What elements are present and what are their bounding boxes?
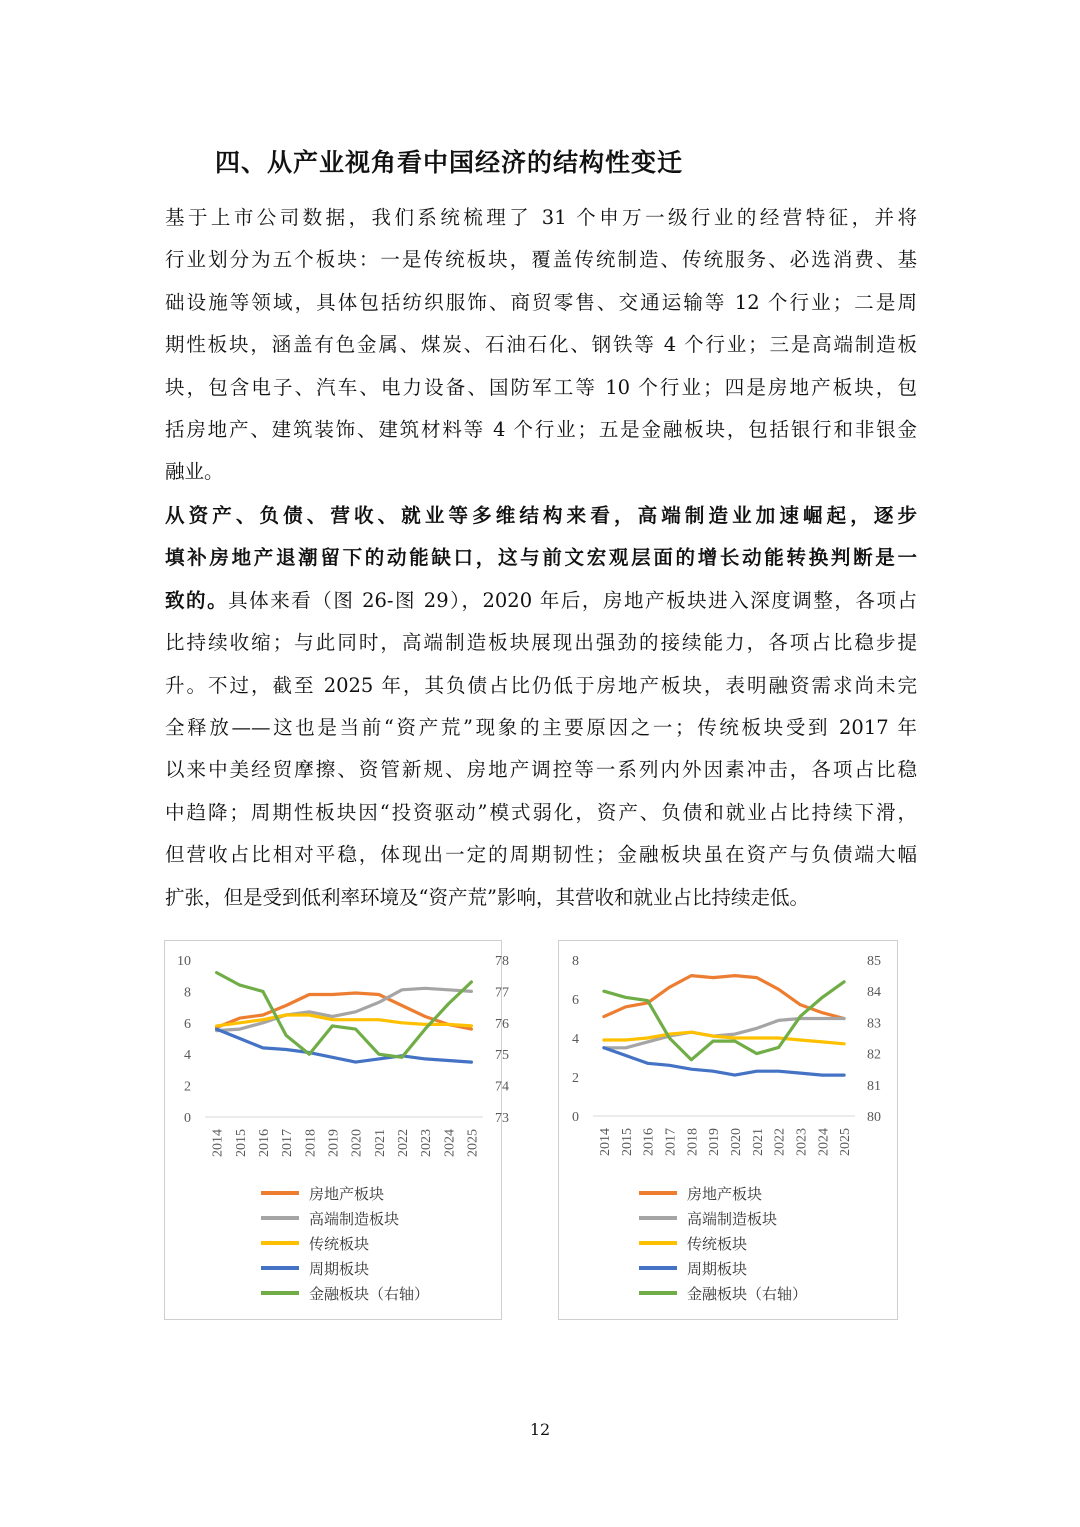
legend-item [639,1206,777,1230]
legend-label: 金融板块（右轴） [687,1284,808,1303]
x-tick-label: 2025 [465,1129,481,1157]
legend-swatch [639,1266,677,1270]
y-left-tick-label: 8 [572,954,579,969]
paragraph-line: 础设施等领域，具体包括纺织服饰、商贸零售、交通运输等 12 个行业；二是周 [165,290,917,314]
legend-item [261,1256,369,1280]
legend-item [639,1181,762,1205]
legend-label: 传统板块 [309,1234,370,1253]
x-tick-label: 2024 [816,1128,832,1156]
x-tick-label: 2018 [303,1129,319,1157]
paragraph-line: 中趋降；周期性板块因“投资驱动”模式弱化，资产、负债和就业占比持续下滑， [165,800,917,824]
y-right-tick-label: 76 [495,1016,509,1032]
legend-swatch [261,1266,299,1270]
paragraph-line: 块，包含电子、汽车、电力设备、国防军工等 10 个行业；四是房地产板块，包 [165,375,917,399]
legend-label: 金融板块（右轴） [309,1284,430,1303]
x-tick-label: 2021 [372,1129,388,1157]
chart-left-plot [165,941,509,1181]
paragraph-sector-classification [165,197,917,494]
paragraph-line: 比持续收缩；与此同时，高端制造板块展现出强劲的接续能力，各项占比稳步提 [165,631,917,655]
paragraph-structural-analysis [165,495,917,919]
legend-swatch [639,1241,677,1245]
bold-conclusion: 从资产、负债、营收、就业等多维结构来看，高端制造业加速崛起，逐步 [165,504,917,527]
paragraph-line: 行业划分为五个板块：一是传统板块，覆盖传统制造、传统服务、必选消费、基 [165,248,917,272]
x-tick-label: 2017 [280,1129,296,1157]
x-tick-label: 2022 [772,1128,788,1156]
y-left-tick-label: 6 [184,1016,191,1032]
y-right-tick-label: 84 [867,985,881,1001]
plot-area [572,954,881,1156]
x-tick-label: 2024 [442,1129,458,1157]
x-tick-label: 2020 [349,1129,365,1157]
paragraph-line [165,495,917,537]
y-left-tick-label: 4 [572,1032,579,1047]
series-line [604,982,844,1060]
paragraph-line [165,537,917,579]
paragraph-line: 融业。 [165,460,224,484]
legend-item [639,1256,747,1280]
x-tick-label: 2016 [256,1129,272,1157]
paragraph-line [165,580,917,622]
x-tick-label: 2020 [728,1128,744,1156]
x-tick-label: 2019 [707,1128,723,1156]
paragraph-line: 期性板块，涵盖有色金属、煤炭、石油石化、钢铁等 4 个行业；三是高端制造板 [165,333,917,357]
section-heading: 四、从产业视角看中国经济的结构性变迁 [215,148,684,177]
y-left-tick-label: 0 [184,1111,191,1126]
paragraph-text: 具体来看（图 26-图 29），2020 年后，房地产板块进入深度调整，各项占 [228,588,917,612]
paragraph-line: 以来中美经贸摩擦、资管新规、房地产调控等一系列内外因素冲击，各项占比稳 [165,758,917,782]
series-line [604,1048,844,1075]
y-left-tick-label: 10 [177,954,191,969]
y-right-tick-label: 73 [495,1111,509,1126]
x-tick-label: 2014 [597,1128,613,1156]
chart-right-plot [559,941,897,1181]
legend-swatch [639,1216,677,1220]
x-tick-label: 2019 [326,1129,342,1157]
paragraph-line: 括房地产、建筑装饰、建筑材料等 4 个行业；五是金融板块，包括银行和非银金 [165,417,917,441]
legend-label: 房地产板块 [309,1184,385,1203]
y-right-tick-label: 82 [867,1047,881,1063]
y-right-tick-label: 75 [495,1048,509,1064]
x-tick-label: 2023 [419,1129,435,1157]
y-left-tick-label: 2 [184,1079,191,1095]
series-line [604,976,844,1019]
page-number: 12 [529,1420,551,1439]
y-left-tick-label: 2 [572,1071,579,1086]
series-line [217,1029,472,1062]
legend-swatch [261,1291,299,1295]
x-tick-label: 2022 [395,1129,411,1157]
legend-item [639,1231,747,1255]
paragraph-line: 全释放——这也是当前“资产荒”现象的主要原因之一；传统板块受到 2017 年 [165,715,917,739]
x-tick-label: 2015 [233,1129,249,1157]
chart-left [164,940,509,1320]
legend-swatch [261,1191,299,1195]
legend-item [261,1231,369,1255]
x-tick-label: 2025 [838,1128,854,1156]
paragraph-line: 基于上市公司数据，我们系统梳理了 31 个申万一级行业的经营特征，并将 [165,206,917,229]
x-tick-label: 2016 [641,1128,657,1156]
legend-swatch [261,1216,299,1220]
y-left-tick-label: 6 [572,993,579,1008]
series-line [604,1019,844,1048]
legend-label: 周期板块 [687,1259,748,1278]
legend-label: 周期板块 [309,1259,370,1278]
legend-label: 传统板块 [687,1234,748,1253]
y-right-tick-label: 80 [867,1110,881,1125]
y-right-tick-label: 81 [867,1078,881,1094]
x-tick-label: 2018 [685,1128,701,1156]
paragraph-line: 但营收占比相对平稳，体现出一定的周期韧性；金融板块虽在资产与负债端大幅 [165,843,917,867]
y-right-tick-label: 74 [495,1079,509,1095]
y-right-tick-label: 77 [495,985,509,1001]
y-left-tick-label: 8 [184,985,191,1001]
x-tick-label: 2017 [663,1128,679,1156]
y-right-tick-label: 83 [867,1016,881,1032]
bold-conclusion: 填补房地产退潮留下的动能缺口，这与前文宏观层面的增长动能转换判断是一 [165,546,917,570]
legend-label: 房地产板块 [687,1184,763,1203]
legend-item [261,1181,384,1205]
y-left-tick-label: 0 [572,1110,579,1125]
y-right-tick-label: 85 [867,954,881,969]
y-right-tick-label: 78 [495,954,509,969]
plot-area [177,954,509,1157]
x-tick-label: 2021 [750,1128,766,1156]
legend-swatch [261,1241,299,1245]
paragraph-line: 扩张，但是受到低利率环境及“资产荒”影响，其营收和就业占比持续走低。 [165,885,809,909]
legend-swatch [639,1291,677,1295]
x-tick-label: 2023 [794,1128,810,1156]
legend-swatch [639,1191,677,1195]
chart-right [558,940,898,1320]
legend-item [261,1281,429,1305]
x-tick-label: 2015 [619,1128,635,1156]
legend-item [261,1206,399,1230]
bold-conclusion: 致的。 [165,588,229,612]
y-left-tick-label: 4 [184,1048,191,1064]
legend-label: 高端制造板块 [309,1209,400,1228]
legend-label: 高端制造板块 [687,1209,778,1228]
legend-item [639,1281,807,1305]
x-tick-label: 2014 [210,1129,226,1157]
paragraph-line: 升。不过，截至 2025 年，其负债占比仍低于房地产板块，表明融资需求尚未完 [165,673,917,697]
